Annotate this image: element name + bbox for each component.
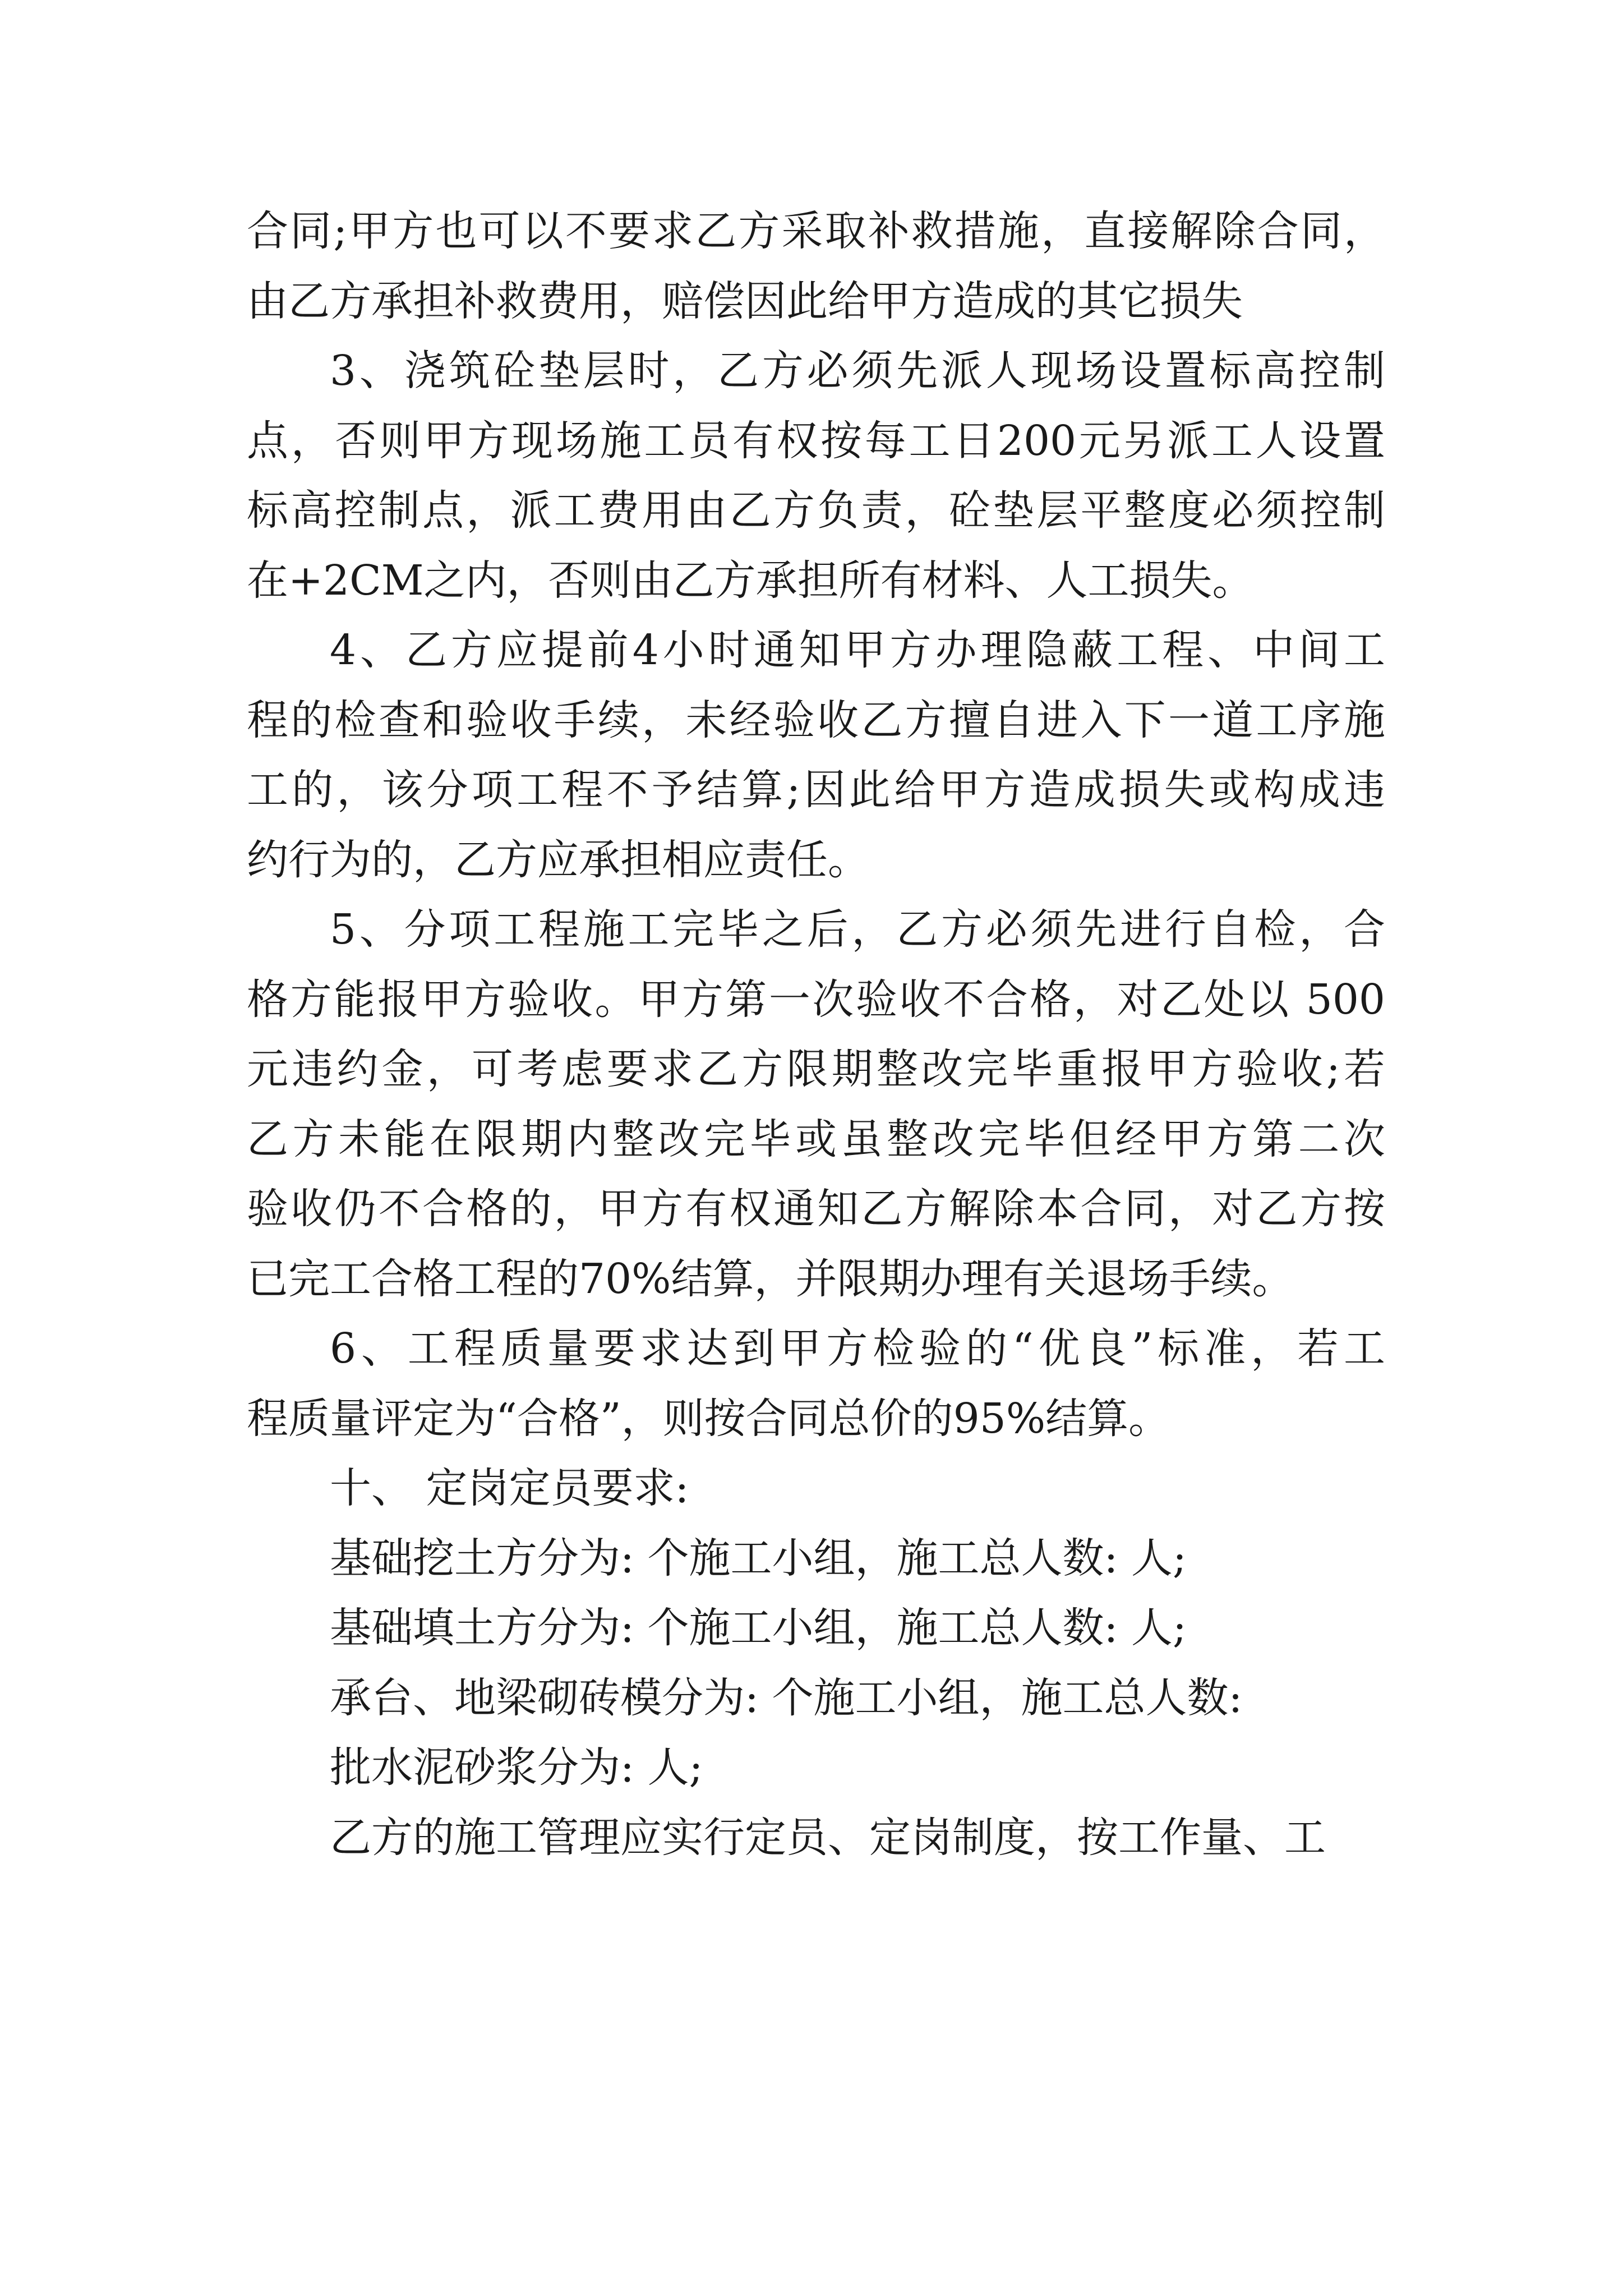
text-line: 乙方的施工管理应实行定员、定岗制度，按工作量、工 [330,1813,1326,1862]
text-line: 基础填土方分为: 个施工小组，施工总人数: 人; [330,1604,1187,1652]
text-line: 乙方未能在限期内整改完毕或虽整改完毕但经甲方第二次 [247,1115,1385,1163]
text-line: 十、 定岗定员要求: [330,1464,689,1512]
text-line: 批水泥砂浆分为: 人; [330,1743,703,1792]
text-line: 格方能报甲方验收。甲方第一次验收不合格，对乙处以 500 [247,975,1385,1024]
text-line: 标高控制点，派工费用由乙方负责，砼垫层平整度必须控制 [247,486,1385,535]
text-line: 6、工程质量要求达到甲方检验的“优良”标准，若工 [330,1324,1385,1373]
contract-clause-3 [247,336,1385,615]
text-line: 程的检查和验收手续，未经验收乙方擅自进入下一道工序施 [247,696,1385,744]
text-line: 验收仍不合格的，甲方有权通知乙方解除本合同，对乙方按 [247,1185,1385,1233]
text-line: 程质量评定为“合格”，则按合同总价的95%结算。 [247,1394,1170,1443]
text-line: 约行为的，乙方应承担相应责任。 [247,835,869,884]
text-line: 已完工合格工程的70%结算，并限期办理有关退场手续。 [247,1254,1294,1303]
staffing-management-text [247,1803,1385,1873]
contract-clause-4 [247,615,1385,895]
staffing-item [247,1733,1385,1803]
contract-clause-6 [247,1314,1385,1453]
contract-paragraph [247,196,1385,336]
text-line: 4、乙方应提前4小时通知甲方办理隐蔽工程、中间工 [330,626,1385,674]
text-line: 3、浇筑砼垫层时，乙方必须先派人现场设置标高控制 [330,347,1385,395]
section-heading [247,1453,1385,1524]
text-line: 5、分项工程施工完毕之后，乙方必须先进行自检，合 [330,905,1385,954]
text-line: 工的，该分项工程不予结算;因此给甲方造成损失或构成违 [247,766,1385,814]
text-line: 元违约金，可考虑要求乙方限期整改完毕重报甲方验收;若 [247,1045,1385,1093]
staffing-item [247,1663,1385,1733]
contract-clause-5 [247,895,1385,1314]
text-line: 在+2CM之内，否则由乙方承担所有材料、人工损失。 [247,556,1254,605]
text-line: 点，否则甲方现场施工员有权按每工日200元另派工人设置 [247,416,1385,465]
text-line: 由乙方承担补救费用，赔偿因此给甲方造成的其它损失 [247,277,1243,325]
contract-text-body [247,196,1385,1872]
staffing-item [247,1524,1385,1594]
text-line: 基础挖土方分为: 个施工小组，施工总人数: 人; [330,1534,1187,1582]
text-line: 合同;甲方也可以不要求乙方采取补救措施，直接解除合同， [247,207,1385,255]
text-line: 承台、地梁砌砖模分为: 个施工小组，施工总人数: [330,1673,1243,1722]
staffing-item [247,1593,1385,1663]
